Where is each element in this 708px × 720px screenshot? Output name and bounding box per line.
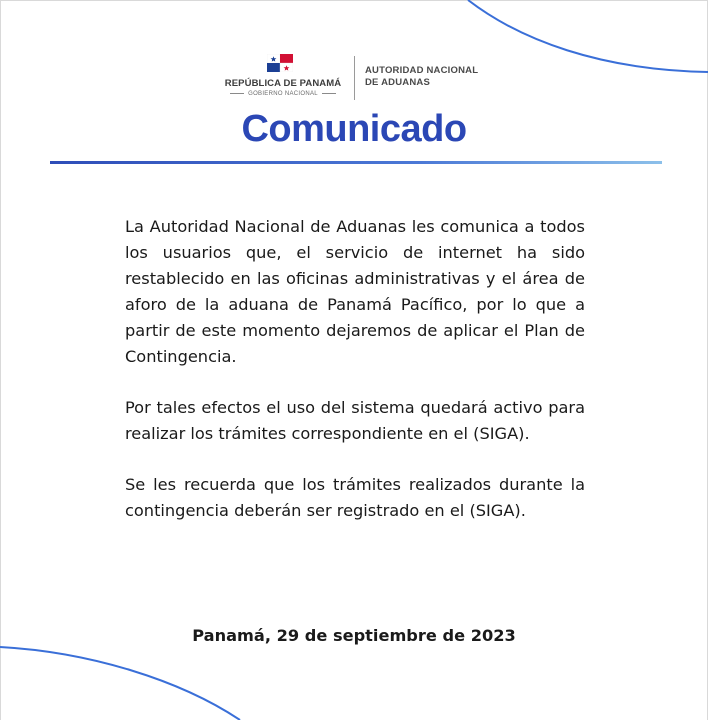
communique-body (125, 214, 585, 549)
page-title: Comunicado (241, 108, 467, 150)
bottom-left-curve (0, 647, 240, 720)
paragraph-1: La Autoridad Nacional de Aduanas les comunica a todos los usuarios que, el servicio de internet ha sido restablecido en las oficinas administrativas y el área de aforo de la aduana de Panamá Pacífico, por lo que a partir de este momento dejaremos de aplicar el Plan de Contingencia. (125, 217, 585, 366)
paragraph-3: Se les recuerda que los trámites realizados durante la contingencia deberán ser registrado en el (SIGA). (125, 475, 585, 520)
agency-name-line1: AUTORIDAD NACIONAL (365, 65, 479, 76)
agency-name (365, 65, 505, 89)
agency-name-line2: DE ADUANAS (365, 77, 430, 88)
government-label (222, 91, 344, 97)
logo-header (222, 54, 502, 104)
paragraph-2: Por tales efectos el uso del sistema quedará activo para realizar los trámites correspondiente en el (SIGA). (125, 398, 585, 443)
divider-dash-left (230, 93, 244, 94)
republic-name: REPÚBLICA DE PANAMÁ (224, 78, 342, 89)
top-right-curve (468, 0, 708, 72)
divider-dash-right (322, 93, 336, 94)
date-line: Panamá, 29 de septiembre de 2023 (192, 626, 516, 645)
panama-flag-icon (267, 54, 293, 72)
government-label-text: GOBIERNO NACIONAL (248, 91, 318, 97)
title-underline (50, 161, 662, 164)
logo-divider (354, 56, 355, 100)
